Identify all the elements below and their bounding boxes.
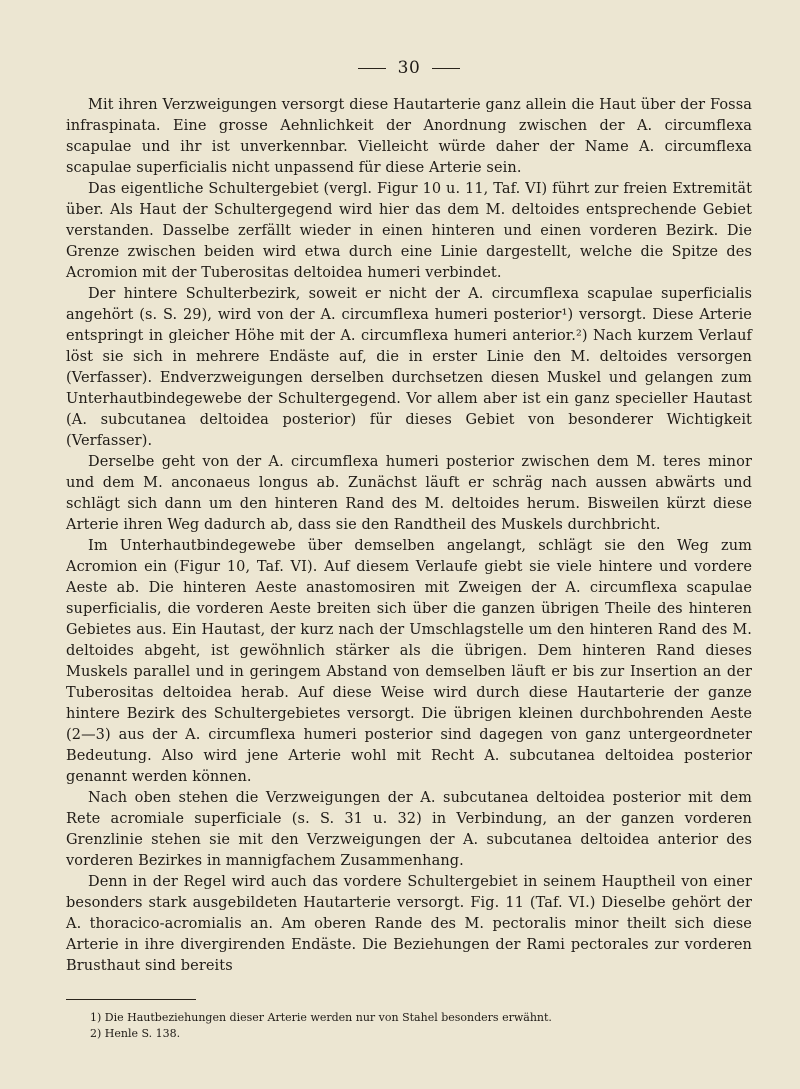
footnote: 1) Die Hautbeziehungen dieser Arterie werden nur von Stahel besonders erwähnt. (90, 1011, 552, 1024)
footnote-divider (66, 999, 196, 1000)
paragraph: Nach oben stehen die Verzweigungen der A. subcutanea deltoidea posterior mit dem Rete acromiale superficiale (s. S. 31 u. 32) in Verbindung, an der ganzen vorderen Grenzlinie stehen sie mit den Verzweigungen der A. subcutanea deltoidea anterior des vorderen Bezirkes in mannigfachem Zusammenhang. (66, 790, 752, 869)
footnote: 2) Henle S. 138. (90, 1027, 181, 1040)
header-dash-left (358, 68, 386, 69)
paragraph: Der hintere Schulterbezirk, soweit er nicht der A. circumflexa scapulae superficialis angehört (s. S. 29), wird von der A. circumflexa humeri posterior¹) versorgt. Diese Arterie entspringt in gleicher Höhe mit der A. circumflexa humeri anterior.²) Nach kurzem Verlauf löst sie sich in mehrere Endäste auf, die in erster Linie den M. deltoides versorgen (Verfasser). Endverzweigungen derselben durchsetzen diesen Muskel und gelangen zum Unterhautbindegewebe der Schultergegend. Vor allem aber ist ein ganz specieller Hautast (A. subcutanea deltoidea posterior) für dieses Gebiet von besonderer Wichtigkeit (Verfasser). (66, 286, 752, 449)
page-header (66, 60, 752, 77)
page-number: 30 (397, 58, 421, 78)
paragraph: Das eigentliche Schultergebiet (vergl. Figur 10 u. 11, Taf. VI) führt zur freien Extremität über. Als Haut der Schultergegend wird hier das dem M. deltoides entsprechende Gebiet verstanden. Dasselbe zerfällt wieder in einen hinteren und einen vorderen Bezirk. Die Grenze zwischen beiden wird etwa durch eine Linie dargestellt, welche die Spitze des Acromion mit der Tuberositas deltoidea humeri verbindet. (66, 181, 752, 281)
paragraph: Derselbe geht von der A. circumflexa humeri posterior zwischen dem M. teres minor und dem M. anconaeus longus ab. Zunächst läuft er schräg nach aussen abwärts und schlägt sich dann um den hinteren Rand des M. deltoides herum. Bisweilen kürzt diese Arterie ihren Weg dadurch ab, dass sie den Randtheil des Muskels durchbricht. (66, 454, 752, 533)
paragraph: Denn in der Regel wird auch das vordere Schultergebiet in seinem Hauptheil von einer besonders stark ausgebildeten Hautarterie versorgt. Fig. 11 (Taf. VI.) Dieselbe gehört der A. thoracico-acromialis an. Am oberen Rande des M. pectoralis minor theilt sich diese Arterie in ihre divergirenden Endäste. Die Beziehungen der Rami pectorales zur vorderen Brusthaut sind bereits (66, 874, 752, 974)
header-dash-right (432, 68, 460, 69)
body-text (66, 95, 752, 977)
paragraph: Im Unterhautbindegewebe über demselben angelangt, schlägt sie den Weg zum Acromion ein (Figur 10, Taf. VI). Auf diesem Verlaufe giebt sie viele hintere und vordere Aeste ab. Die hinteren Aeste anastomosiren mit Zweigen der A. circumflexa scapulae superficialis, die vorderen Aeste breiten sich über die ganzen übrigen Theile des hinteren Gebietes aus. Ein Hautast, der kurz nach der Umschlagstelle um den hinteren Rand des M. deltoides abgeht, ist gewöhnlich stärker als die übrigen. Dem hinteren Rand dieses Muskels parallel und in geringem Abstand von demselben läuft er bis zur Insertion an der Tuberositas deltoidea herab. Auf diese Weise wird durch diese Hautarterie der ganze hintere Bezirk des Schultergebietes versorgt. Die übrigen kleinen durchbohrenden Aeste (2—3) aus der A. circumflexa humeri posterior sind dagegen von ganz untergeordneter Bedeutung. Also wird jene Arterie wohl mit Recht A. subcutanea deltoidea posterior genannt werden können. (66, 538, 752, 785)
footnotes (66, 1010, 752, 1042)
paragraph: Mit ihren Verzweigungen versorgt diese Hautarterie ganz allein die Haut über der Fossa infraspinata. Eine grosse Aehnlichkeit der Anordnung zwischen der A. circumflexa scapulae und ihr ist unverkennbar. Vielleicht würde daher der Name A. circumflexa scapulae superficialis nicht unpassend für diese Arterie sein. (66, 97, 752, 176)
